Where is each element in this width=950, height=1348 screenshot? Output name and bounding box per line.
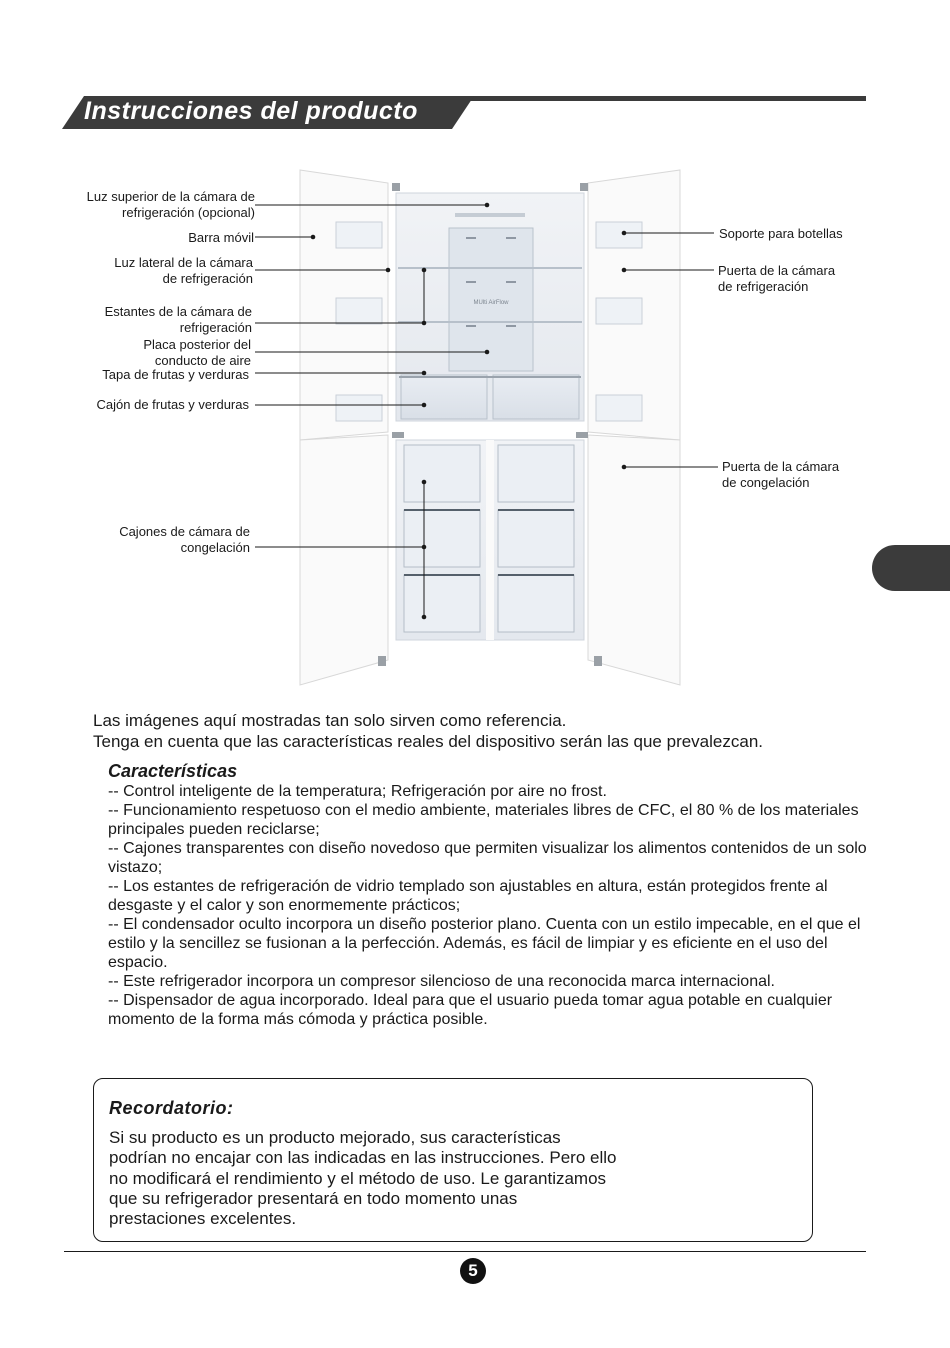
feature-item: -- Este refrigerador incorpora un compresor silencioso de una reconocida marca internacional. <box>108 973 775 990</box>
reference-note: Las imágenes aquí mostradas tan solo sirven como referencia. <box>93 711 567 730</box>
features-title: Características <box>108 761 238 781</box>
label-bottle-holder: Soporte para botellas <box>719 226 843 241</box>
feature-item: -- Los estantes de refrigeración de vidrio templado son ajustables en altura, están protegidos frente al desgaste y el calor y son enormemente prácticos; <box>108 878 828 914</box>
prevalence-note: Tenga en cuenta que las características reales del dispositivo serán las que prevalezcan. <box>93 732 763 751</box>
crisper-drawer-left <box>401 375 487 419</box>
label-air-duct-panel: Placa posterior del conducto de aire <box>143 337 251 368</box>
label-crisper-cover: Tapa de frutas y verduras <box>102 367 249 382</box>
header-rule <box>460 96 866 101</box>
page-number: 5 <box>460 1258 486 1284</box>
airflow-logo-text: MUlti AirFlow <box>473 300 509 306</box>
feature-item: -- Control inteligente de la temperatura; Refrigeración por aire no frost. <box>108 783 607 800</box>
label-movable-bar: Barra móvil <box>188 230 254 245</box>
feature-item: -- Dispensador de agua incorporado. Ideal para que el usuario pueda tomar agua potable en cualquier momento de la forma más cómoda y práctica posible. <box>108 992 833 1028</box>
label-fridge-door: Puerta de la cámara de refrigeración <box>718 263 836 294</box>
feature-item: -- Cajones transparentes con diseño novedoso que permiten visualizar los alimentos contenidos de un solo vistazo; <box>108 840 867 876</box>
right-freezer-door <box>588 435 680 685</box>
label-upper-light: Luz superior de la cámara de refrigeración (opcional) <box>86 189 255 220</box>
crisper-drawer-right <box>493 375 579 419</box>
features-list <box>108 782 868 1029</box>
label-freezer-door: Puerta de la cámara de congelación <box>722 459 840 490</box>
label-fridge-shelves: Estantes de la cámara de refrigeración <box>104 304 252 335</box>
label-freezer-drawers: Cajones de cámara de congelación <box>119 524 250 555</box>
label-crisper-drawer: Cajón de frutas y verduras <box>96 397 249 412</box>
left-freezer-door <box>300 435 388 685</box>
feature-item: -- El condensador oculto incorpora un diseño posterior plano. Cuenta con un estilo impecable, en el que el estilo y la sencillez se fusionan a la perfección. Además, es fácil de limpiar y es eficiente en el uso del espacio. <box>108 916 861 971</box>
label-side-light: Luz lateral de la cámara de refrigeración <box>114 255 253 286</box>
page-title: Instrucciones del producto <box>84 97 418 125</box>
reminder-title: Recordatorio: <box>109 1098 234 1118</box>
feature-item: -- Funcionamiento respetuoso con el medio ambiente, materiales libres de CFC, el 80 % de los materiales principales pueden reciclarse; <box>108 802 859 838</box>
footer-rule <box>64 1251 866 1252</box>
reminder-text: Si su producto es un producto mejorado, sus características podrían no encajar con las indicadas en las instrucciones. Pero ello no modificará el rendimiento y el método de uso. Le garantizamos que su refrigerador presentará en todo momento unas prestaciones excelentes. <box>109 1128 617 1229</box>
